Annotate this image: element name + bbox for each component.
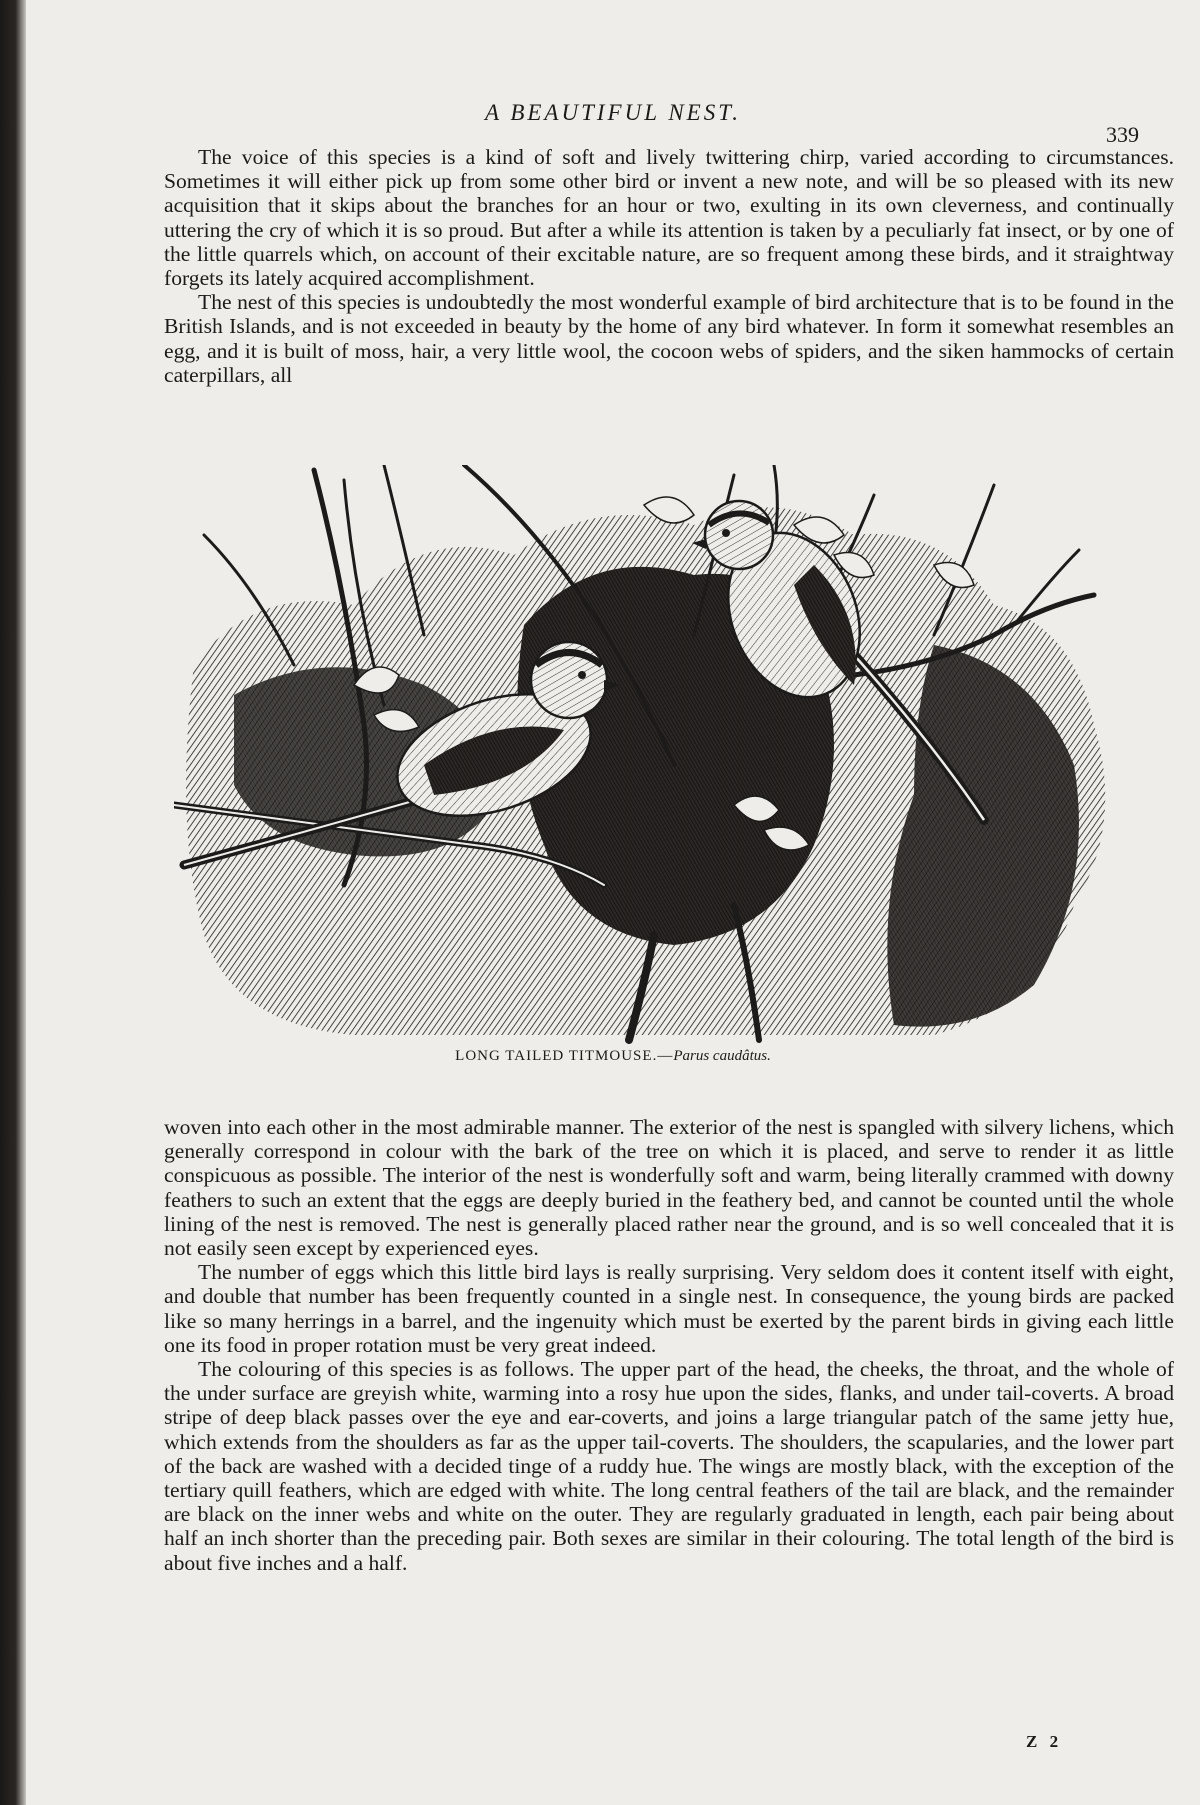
paragraph-eggs: The number of eggs which this little bird lays is really surprising. Very seldom does it content itself with eight, and double that number has been frequently counted in a single nest. In consequence, the young birds are packed like so many herrings in a barrel, and the ingenuity which must be exerted by the parent birds in giving each little one its food in proper rotation must be very great indeed. (164, 1260, 1174, 1357)
body-text-bottom (164, 1115, 1174, 1575)
body-text-top (164, 145, 1174, 387)
page-number: 339 (1106, 122, 1139, 147)
running-title: A BEAUTIFUL NEST. (484, 100, 742, 125)
engraving-illustration (174, 465, 1144, 1045)
caption-common-name: LONG TAILED TITMOUSE.— (455, 1048, 674, 1064)
titmouse-engraving (174, 465, 1144, 1045)
book-page (26, 0, 1200, 1805)
paragraph-nest: The nest of this species is undoubtedly the most wonderful example of bird architecture that is to be found in the British Islands, and is not exceeded in beauty by the home of any bird whatever. In form it somewhat resembles an egg, and it is built of moss, hair, a very little wool, the cocoon webs of spiders, and the siken hammocks of certain caterpillars, all (164, 290, 1174, 387)
page-binding-edge (0, 0, 26, 1805)
caption-latin-name: Parus caudâtus. (673, 1048, 771, 1064)
signature-mark: Z 2 (1026, 1732, 1063, 1751)
paragraph-colouring: The colouring of this species is as follows. The upper part of the head, the cheeks, the throat, and the whole of the under surface are greyish white, warming into a rosy hue upon the sides, flanks, and under tail-coverts. A broad stripe of deep black passes over the eye and ear-coverts, and joins a large triangular patch of the same jetty hue, which extends from the shoulders as far as the upper tail-coverts. The shoulders, the scapularies, and the lower part of the back are washed with a decided tinge of a ruddy hue. The wings are mostly black, with the exception of the tertiary quill feathers, which are edged with white. The long central feathers of the tail are black, and the remainder are black on the inner webs and white on the outer. They are regularly graduated in length, each pair being about half an inch shorter than the preceding pair. Both sexes are similar in their colouring. The total length of the bird is about five inches and a half. (164, 1357, 1174, 1575)
paragraph-voice: The voice of this species is a kind of soft and lively twittering chirp, varied according to circumstances. Sometimes it will either pick up from some other bird or invent a new note, and will be so pleased with its new acquisition that it skips about the branches for an hour or two, exulting in its own cleverness, and continually uttering the cry of which it is so proud. But after a while its attention is taken by a peculiarly fat insect, or by one of the little quarrels which, on account of their excitable nature, are so frequent among these birds, and it straightway forgets its lately acquired accomplishment. (164, 145, 1174, 291)
figure-caption (26, 1048, 1200, 1065)
paragraph-nest-continued: woven into each other in the most admirable manner. The exterior of the nest is spangled with silvery lichens, which generally correspond in colour with the bark of the tree on which it is placed, and serve to render it as little conspicuous as possible. The interior of the nest is wonderfully soft and warm, being literally crammed with downy feathers to such an extent that the eggs are deeply buried in the feathery bed, and cannot be counted until the whole lining of the nest is removed. The nest is generally placed rather near the ground, and is so well concealed that it is not easily seen except by experienced eyes. (164, 1115, 1174, 1261)
